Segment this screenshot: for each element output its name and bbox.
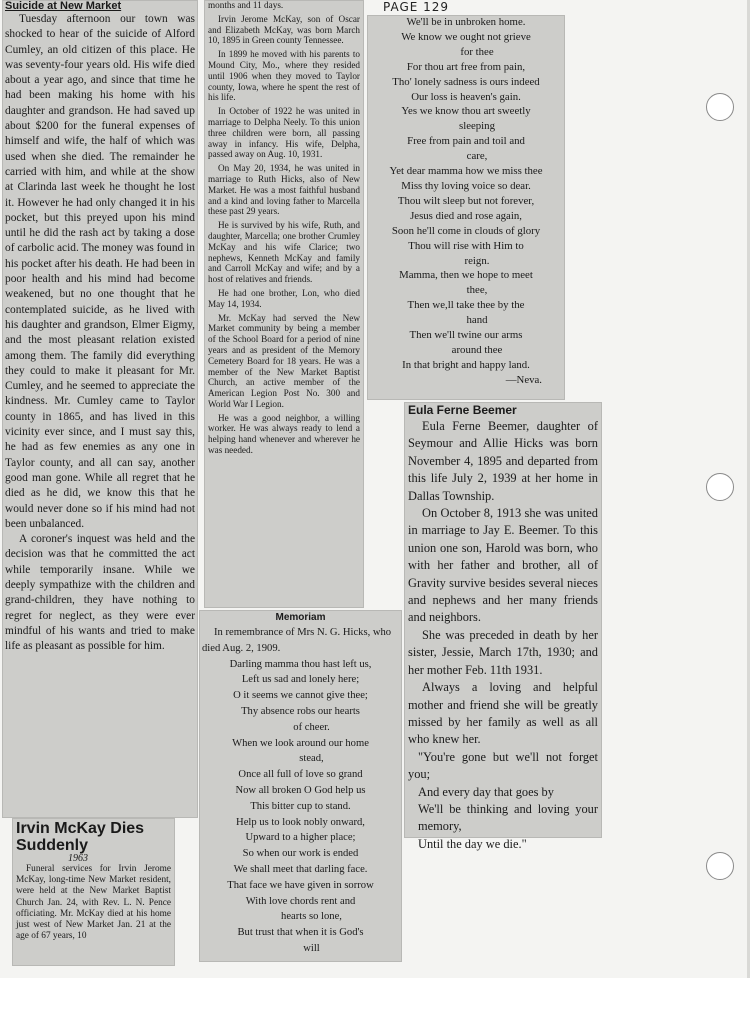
poem-line: Mamma, then we hope to meet — [399, 269, 533, 282]
poem-line: We know we ought not grieve — [401, 30, 531, 43]
paragraph: A coroner's inquest was held and the decision was that he committed the act while temporarily insane. While we deeply sympathize with the children and grand-children, they have nothing to regret for neglect, as they were ever mindful of his wants and tried to make life as pleasant as possible for him. — [5, 533, 195, 653]
poem-line: reign. — [464, 254, 490, 267]
paragraph: She was preceded in death by her sister, Jessie, March 17th, 1930; and her mother Feb. 11th 1931. — [408, 627, 598, 677]
poem-line: Free from pain and toil and — [407, 135, 525, 148]
poem-line: But trust that when it is God's — [237, 927, 364, 939]
verse-line: And every day that goes by — [418, 784, 554, 799]
poem-line: Our loss is heaven's gain. — [411, 90, 521, 103]
poem-line: Upward to a higher place; — [245, 832, 356, 844]
poem-line: hand — [466, 314, 488, 327]
poem-line: sleeping — [459, 120, 495, 133]
paragraph: He was a good neighbor, a willing worker. He was always ready to lend a helping hand whenever and wherever he was needed. — [208, 412, 360, 456]
paragraph: He had one brother, Lon, who died May 14, 1934. — [208, 287, 360, 309]
paragraph: Eula Ferne Beemer, daughter of Seymour and Allie Hicks was born November 4, 1895 and departed from this life July 2, 1939 at her home in Dallas Township. — [408, 419, 598, 503]
poem-line: for thee — [460, 45, 494, 58]
poem-line: Tho' lonely sadness is ours indeed — [392, 75, 540, 88]
handwritten-year: 1963 — [68, 853, 88, 864]
paragraph: On May 20, 1934, he was united in marriage to Ruth Hicks, also of New Market. He was a most faithful husband and a kind and loving father to Marcella these past 29 years. — [208, 163, 360, 217]
poem-line: Yes we know thou art sweetly — [401, 105, 531, 118]
poem-line: With love chords rent and — [245, 895, 356, 907]
poem-line: thee, — [466, 284, 488, 297]
headline: Eula Ferne Beemer — [408, 403, 517, 417]
poem-line: Yet dear mamma how we miss thee — [389, 165, 543, 178]
poem-line: So when our work is ended — [242, 848, 359, 860]
poem-line: hearts so lone, — [281, 911, 342, 923]
poem-line: of cheer. — [293, 721, 330, 733]
paragraph: Mr. McKay had served the New Market community by being a member of the School Board for a period of nine years and as president of the Memory Cemetery Board for 18 years. He was a member of the New Market Baptist Church, an active member of the American Legion Post No. 300 and World War I Legion. — [208, 312, 360, 409]
poem-line: We'll be in unbroken home. — [406, 16, 526, 28]
paragraph: He is survived by his wife, Ruth, and daughter, Marcella; one brother Crumley McKay and his wife Clarice; two nephews, Kenneth McKay and family and Carroll McKay and wife; and by a host of relatives and friends. — [208, 220, 360, 285]
paragraph: Funeral services for Irvin Jerome McKay, long-time New Market resident, were held at the New Market Baptist Church Jan. 24, with Rev. L. N. Pence officiating. Mr. McKay died at his home just west of New Market Jan. 21 at the age of 67 years, 10 — [16, 864, 171, 942]
paragraph: On October 8, 1913 she was united in marriage to Jay E. Beemer. To this union one son, Harold was born, who with her father and brother, all of Gravity survive besides several nieces and nephews and her many friends and neighbors. — [408, 506, 598, 625]
poem-line: Thou will rise with Him to — [408, 239, 524, 252]
verse-line: Until the day we die." — [418, 836, 527, 851]
poem-line: care, — [466, 150, 488, 163]
poem-line: Miss thy loving voice so dear. — [401, 179, 531, 192]
headline: Irvin McKay Dies Suddenly — [16, 820, 145, 854]
binder-hole — [706, 852, 734, 880]
poem-line: Thou wilt sleep but not forever, — [397, 194, 535, 207]
clipping-suicide — [2, 0, 198, 818]
paragraph: Tuesday afternoon our town was shocked to hear of the suicide of Alford Cumley, an old citizen of this place. He was seventy-four years old. His wife died about a year ago, and since that time he had been making his home with his daughter and grandson. He had saved up about $200 for the funeral expenses of himself and wife, the half of which was used when she died. The remainder he carried with him, and while at the show at Clarinda last week he thought he lost it. However he had only changed it in his pocket, but this preyed upon his mind until he did the rash act by taking a dose of carbolic acid. The money was found in his pocket after his death. He had been in poor health and his mind had become weakened, but no one thought that he contemplated suicide, as he lived with his daughter and grandson, Elmer Eigmy, and the most pleasant relation existed among them. The family did everything they could to make it pleasant for Mr. Cumley, and he seemed to appreciate the kindness. Mr. Cumley came to Taylor county in 1865, and has lived in this vicinity ever since, and I must say this, he had as few enemies as any one in Taylor county, and all can say, another good man gone. While all regret that he died as he did, we know this that he would never done so if his mind had not been unbalanced. — [5, 13, 195, 530]
paragraph: months and 11 days. — [208, 0, 284, 10]
poem-line: Then we'll twine our arms — [409, 329, 523, 342]
clipping-mckay-obituary — [204, 0, 364, 608]
poem-line: When we look around our home — [232, 737, 369, 749]
paragraph: In 1899 he moved with his parents to Mound City, Mo., where they resided until 1906 when they moved to Taylor county, Iowa, where he spent the rest of his life. — [208, 49, 360, 103]
paragraph: Irvin Jerome McKay, son of Oscar and Elizabeth McKay, was born March 10, 1895 in Green county Tennessee. — [208, 13, 360, 46]
poem-line: For thou art free from pain, — [406, 60, 526, 73]
clipping-memoriam — [199, 610, 402, 962]
verse-line: "You're gone but we'll not forget you; — [408, 749, 598, 782]
poem-line: Soon he'll come in clouds of glory — [391, 224, 541, 237]
page-number: PAGE 129 — [383, 0, 450, 14]
poem-line: O it seems we cannot give thee; — [233, 690, 368, 702]
poem-line: Thy absence robs our hearts — [241, 705, 360, 717]
poem-line: In that bright and happy land. — [402, 358, 530, 371]
headline: Suicide at New Market — [5, 0, 122, 12]
poem-line: We shall meet that darling face. — [233, 863, 368, 875]
poem-line: Once all full of love so grand — [238, 769, 363, 781]
paragraph: In October of 1922 he was united in marriage to Delpha Neely. To this union three children were born, all passing away in infancy. His wife, Delpha, passed away on Aug. 10, 1931. — [208, 106, 360, 160]
poem-line: This bitter cup to stand. — [250, 800, 351, 812]
poem-line: stead, — [299, 753, 324, 765]
poem-line: Left us sad and lonely here; — [241, 674, 360, 686]
poem-line: Then we,ll take thee by the — [407, 299, 525, 312]
clipping-poem-neva — [367, 15, 565, 400]
poem-line: Help us to look nobly onward, — [236, 816, 365, 828]
poem-line: will — [303, 942, 320, 954]
poem-line: Darling mamma thou hast left us, — [229, 658, 372, 670]
signature: —Neva. — [505, 373, 542, 386]
headline: Memoriam — [275, 612, 326, 623]
binder-hole — [706, 93, 734, 121]
paragraph: Always a loving and helpful mother and friend she will be greatly missed by her family as well as all who knew her. — [408, 680, 598, 747]
clipping-beemer-obituary — [404, 402, 602, 851]
poem-line: Now all broken O God help us — [235, 784, 366, 796]
poem-line: That face we have given in sorrow — [227, 879, 374, 891]
paragraph: In remembrance of Mrs N. G. Hicks, who died Aug. 2, 1909. — [202, 627, 392, 654]
verse-line: We'll be thinking and loving your memory, — [418, 801, 598, 834]
clipping-mckay-headline — [12, 818, 175, 966]
binder-hole — [706, 473, 734, 501]
poem-line: around thee — [451, 343, 503, 356]
poem-line: Jesus died and rose again, — [410, 209, 522, 222]
